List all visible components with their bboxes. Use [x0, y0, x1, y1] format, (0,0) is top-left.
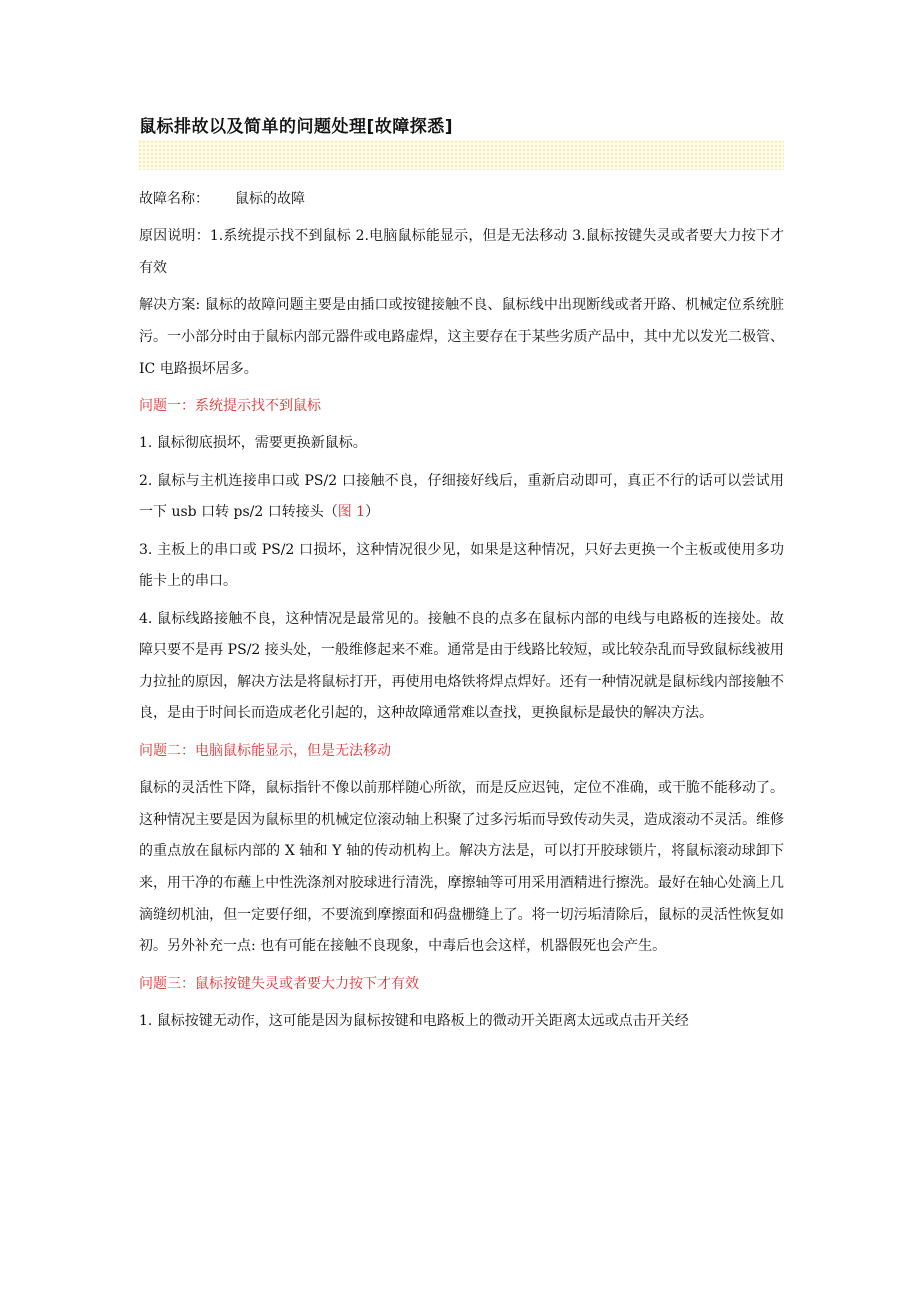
q1-item-3: 3. 主板上的串口或 PS/2 口损坏，这种情况很少见，如果是这种情况，只好去更换一个主板或使用多功能卡上的串口。	[139, 541, 784, 590]
q1-item-4: 4. 鼠标线路接触不良，这种情况是最常见的。接触不良的点多在鼠标内部的电线与电路板的连接处。故障只要不是再 PS/2 接头处，一般维修起来不难。通常是由于线路比较短，或比较杂乱而导致鼠标线被用力拉扯的原因，解决方法是将鼠标打开，再使用电烙铁将焊点焊好。还有一种情况就是鼠标线内部接触不良，是由于时间长而造成老化引起的，这种故障通常难以查找，更换鼠标是最快的解决方法。	[139, 610, 784, 722]
cause-paragraph: 原因说明：1.系统提示找不到鼠标 2.电脑鼠标能显示，但是无法移动 3.鼠标按键失灵或者要大力按下才有效	[139, 228, 784, 276]
article-title: 鼠标排故以及简单的问题处理[故障探悉]	[139, 117, 454, 137]
q2-heading: 问题二：电脑鼠标能显示，但是无法移动	[139, 742, 391, 759]
fault-name-line	[139, 184, 784, 216]
decorative-band	[138, 140, 784, 170]
q1-item-2	[139, 466, 784, 529]
q1-item-1: 1. 鼠标彻底损坏，需要更换新鼠标。	[139, 435, 367, 452]
fault-name-label: 故障名称：	[139, 191, 209, 207]
figure-1-link[interactable]: 图 1	[337, 504, 366, 521]
article-body	[139, 184, 784, 1043]
q3-item-1: 1. 鼠标按键无动作，这可能是因为鼠标按键和电路板上的微动开关距离太远或点击开关经	[139, 1013, 689, 1030]
q2-paragraph: 鼠标的灵活性下降，鼠标指针不像以前那样随心所欲，而是反应迟钝，定位不准确，或干脆不能移动了。这种情况主要是因为鼠标里的机械定位滚动轴上积聚了过多污垢而导致传动失灵，造成滚动不灵活。维修的重点放在鼠标内部的 X 轴和 Y 轴的传动机构上。解决方法是，可以打开胶球锁片，将鼠标滚动球卸下来，用干净的布蘸上中性洗涤剂对胶球进行清洗，摩擦轴等可用采用酒精进行擦洗。最好在轴心处滴上几滴缝纫机油，但一定要仔细，不要流到摩擦面和码盘栅缝上了。将一切污垢清除后，鼠标的灵活性恢复如初。另外补充一点: 也有可能在接触不良现象，中毒后也会这样，机器假死也会产生。	[139, 780, 784, 955]
q3-heading: 问题三：鼠标按键失灵或者要大力按下才有效	[139, 975, 419, 992]
solution-paragraph: 解决方案: 鼠标的故障问题主要是由插口或按键接触不良、鼠标线中出现断线或者开路、机械定位系统脏污。一小部分时由于鼠标内部元器件或电路虚焊，这主要存在于某些劣质产品中，其中尤以发光二极管、IC 电路损坏居多。	[139, 297, 784, 377]
fault-name-value: 鼠标的故障	[235, 191, 305, 207]
q1-heading: 问题一：系统提示找不到鼠标	[139, 397, 321, 414]
q1-item-2-text: 2. 鼠标与主机连接串口或 PS/2 口接触不良，仔细接好线后，重新启动即可，真正不行的话可以尝试用一下 usb 口转 ps/2 口转接头（	[139, 472, 784, 521]
q1-item-2-end: ）	[365, 504, 380, 521]
